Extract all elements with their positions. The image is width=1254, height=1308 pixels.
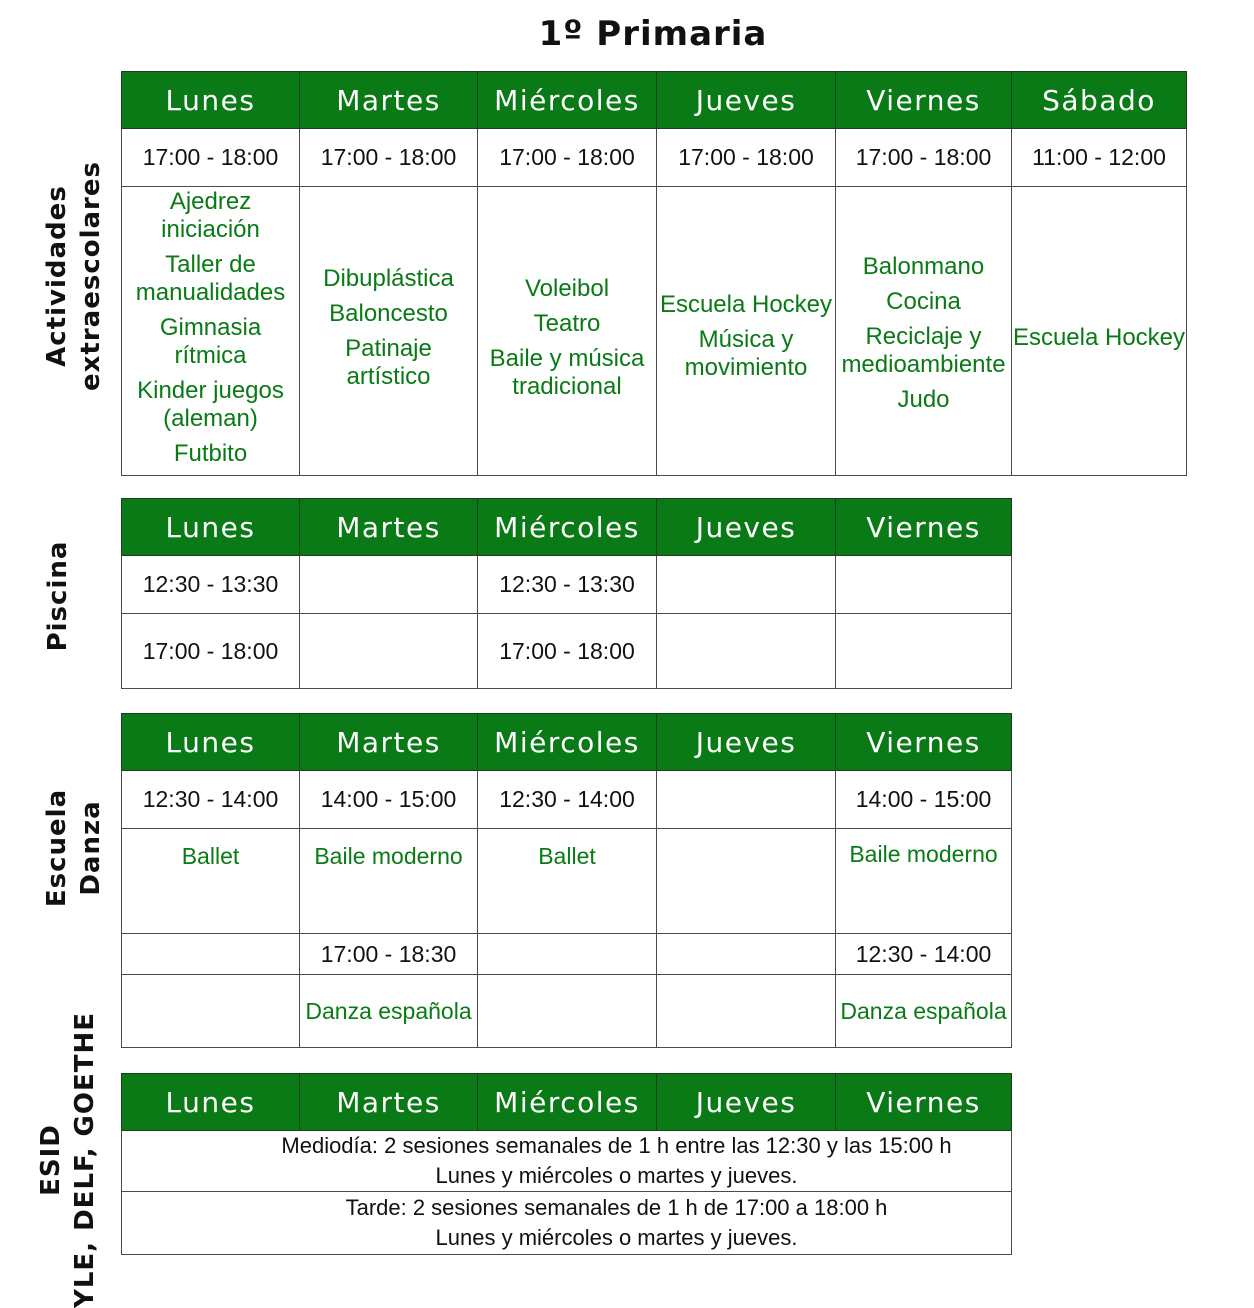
activity-item: Taller de manualidades [135, 250, 286, 306]
day-header-row [122, 72, 1187, 129]
actividades-table [121, 71, 1187, 476]
day-header: Martes [300, 499, 478, 556]
time-cell [657, 614, 836, 689]
time-cell: 12:30 - 14:00 [122, 771, 300, 829]
class-cell: Ballet [478, 829, 657, 934]
activity-item: Baile y música tradicional [489, 344, 645, 400]
day-header: Jueves [657, 499, 836, 556]
section-label-line: extraescolares [76, 161, 106, 391]
time-row [122, 614, 1012, 689]
piscina-table [121, 498, 1012, 689]
time-cell: 12:30 - 14:00 [836, 934, 1012, 975]
class-cell [657, 829, 836, 934]
activity-item: Patinaje artístico [345, 334, 432, 390]
activity-item: Escuela Hockey [1012, 323, 1186, 351]
class-cell [657, 975, 836, 1048]
time-cell: 12:30 - 14:00 [478, 771, 657, 829]
class-row [122, 829, 1012, 934]
schedule-row [122, 1131, 1012, 1192]
day-header: Viernes [836, 1074, 1012, 1131]
time-row [122, 129, 1187, 187]
activity-item: Escuela Hockey [659, 291, 833, 318]
activity-item: Futbito [173, 439, 248, 467]
activity-item: Baloncesto [329, 299, 448, 327]
day-header: Miércoles [478, 499, 657, 556]
day-header: Viernes [836, 714, 1012, 771]
day-header-row [122, 499, 1012, 556]
activity-item: Judo [897, 386, 950, 413]
activities-row [122, 187, 1187, 476]
section-label-line: ESID [36, 1124, 66, 1196]
day-header: Martes [300, 714, 478, 771]
activity-item: Reciclaje y medioambiente [841, 323, 1006, 378]
class-cell [122, 975, 300, 1048]
day-header: Sábado [1012, 72, 1187, 129]
note-line: Lunes y miércoles o martes y jueves. [435, 1163, 798, 1188]
day-header-row [122, 1074, 1012, 1131]
section-label-line: Escuela [42, 788, 72, 908]
activity-item: Gimnasia rítmica [159, 313, 262, 369]
time-row [122, 934, 1012, 975]
activity-item: Voleibol [524, 274, 610, 302]
section-label-line: YLE, DELF, GOETHE [70, 1012, 100, 1308]
class-cell: Danza española [836, 975, 1012, 1048]
day-header: Viernes [836, 499, 1012, 556]
time-cell: 12:30 - 13:30 [122, 556, 300, 614]
day-header: Lunes [122, 499, 300, 556]
class-cell: Baile moderno [836, 829, 1012, 934]
mediodia-note [122, 1131, 1012, 1192]
activity-cell [836, 187, 1012, 476]
day-header: Jueves [657, 72, 836, 129]
activity-cell [657, 187, 836, 476]
activity-cell [300, 187, 478, 476]
time-row [122, 556, 1012, 614]
day-header: Lunes [122, 714, 300, 771]
class-cell [478, 975, 657, 1048]
day-header: Lunes [122, 72, 300, 129]
day-header: Miércoles [478, 72, 657, 129]
time-cell: 17:00 - 18:30 [300, 934, 478, 975]
note-line: Tarde: 2 sesiones semanales de 1 h de 17:00 a 18:00 h [345, 1195, 888, 1220]
day-header-row [122, 714, 1012, 771]
activity-item: Música y movimiento [684, 326, 808, 381]
danza-table [121, 713, 1012, 1048]
time-cell [300, 614, 478, 689]
activity-item: Teatro [533, 309, 601, 337]
activity-item: Cocina [886, 288, 961, 315]
activity-item: Ajedrez iniciación [161, 187, 260, 243]
time-cell: 14:00 - 15:00 [300, 771, 478, 829]
time-cell: 17:00 - 18:00 [122, 614, 300, 689]
schedule-row [122, 1192, 1012, 1255]
activity-item: Dibuplástica [323, 264, 454, 292]
section-label-line: Actividades [42, 185, 72, 367]
time-cell [657, 556, 836, 614]
time-cell [300, 556, 478, 614]
tarde-note [122, 1192, 1012, 1255]
time-row [122, 771, 1012, 829]
time-cell [657, 934, 836, 975]
activity-item: Kinder juegos (aleman) [137, 376, 284, 432]
time-cell [478, 934, 657, 975]
section-label-line: Danza [76, 800, 106, 896]
time-cell: 17:00 - 18:00 [300, 129, 478, 187]
day-header: Jueves [657, 714, 836, 771]
day-header: Lunes [122, 1074, 300, 1131]
time-cell: 12:30 - 13:30 [478, 556, 657, 614]
activity-item: Balonmano [862, 253, 985, 280]
time-cell: 14:00 - 15:00 [836, 771, 1012, 829]
time-cell: 17:00 - 18:00 [122, 129, 300, 187]
page-title: 1º Primaria [538, 14, 768, 54]
class-cell: Danza española [300, 975, 478, 1048]
activity-cell [122, 187, 300, 476]
note-line: Mediodía: 2 sesiones semanales de 1 h entre las 12:30 y las 15:00 h [281, 1133, 952, 1158]
time-cell: 17:00 - 18:00 [657, 129, 836, 187]
time-cell: 17:00 - 18:00 [478, 129, 657, 187]
time-cell: 17:00 - 18:00 [836, 129, 1012, 187]
time-cell [122, 934, 300, 975]
time-cell: 11:00 - 12:00 [1012, 129, 1187, 187]
section-label-line: Piscina [43, 540, 73, 652]
time-cell [836, 556, 1012, 614]
day-header: Viernes [836, 72, 1012, 129]
class-cell: Ballet [122, 829, 300, 934]
time-cell [836, 614, 1012, 689]
time-cell [657, 771, 836, 829]
note-line: Lunes y miércoles o martes y jueves. [435, 1225, 798, 1250]
activity-cell [478, 187, 657, 476]
day-header: Jueves [657, 1074, 836, 1131]
class-cell: Baile moderno [300, 829, 478, 934]
day-header: Martes [300, 1074, 478, 1131]
esid-table [121, 1073, 1012, 1255]
time-cell: 17:00 - 18:00 [478, 614, 657, 689]
class-row [122, 975, 1012, 1048]
day-header: Miércoles [478, 1074, 657, 1131]
day-header: Martes [300, 72, 478, 129]
day-header: Miércoles [478, 714, 657, 771]
activity-cell [1012, 187, 1187, 476]
